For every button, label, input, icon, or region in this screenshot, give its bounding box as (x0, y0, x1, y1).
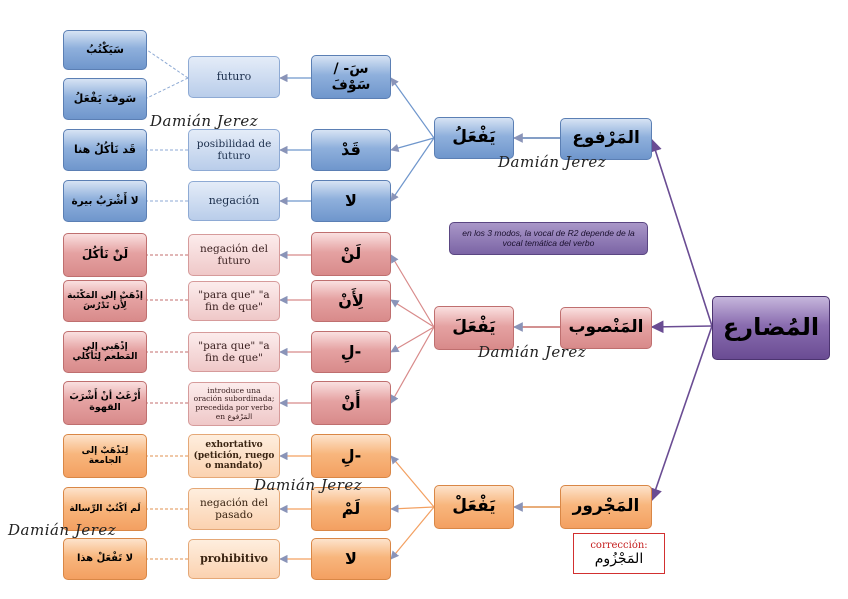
signature-5: Damián Jerez (8, 521, 117, 539)
meaning-negacion-futuro: negación del futuro (188, 234, 280, 276)
example-la-ashrabu: لا أَشْرَبُ بيرة (63, 180, 147, 222)
meaning-negacion-pasado: negación del pasado (188, 488, 280, 530)
verb-marfu: يَفْعَلُ (434, 117, 514, 159)
example-idhab-maktaba: إذْهَبْ إلى المَكْتَبة لِأَن تَدْرُسَ (63, 280, 147, 322)
particle-la-prohib: لا (311, 538, 391, 580)
correction-box (573, 533, 665, 574)
particle-li: لِ- (311, 331, 391, 373)
meaning-subordinada: introduce una oración subordinada; precedida por verbo en المَرْفوع (188, 382, 280, 426)
example-lam-aktub: لَم اَكْتُبْ الرِّسالة (63, 487, 147, 531)
correction-title: corrección: (590, 540, 648, 551)
signature-2: Damián Jerez (498, 153, 607, 171)
correction-value: المَجْزُوم (594, 551, 644, 567)
example-lan-nakula: لَنْ نَأكُلَ (63, 233, 147, 277)
meaning-posibilidad: posibilidad de futuro (188, 129, 280, 171)
verb-mansub: يَفْعَلَ (434, 306, 514, 350)
example-sawfa-yafalu: سَوفَ يَفْعَلُ (63, 78, 147, 120)
example-la-tafal: لا تَفْعَلْ هذا (63, 538, 147, 580)
root-mudari: المُضارع (712, 296, 830, 360)
note-box: en los 3 modos, la vocal de R2 depende de la vocal temática del verbo (449, 222, 648, 255)
particle-li-an: لِأَنْ (311, 280, 391, 322)
signature-1: Damián Jerez (150, 112, 259, 130)
particle-lam: لَمْ (311, 487, 391, 531)
particle-an: أَنْ (311, 381, 391, 425)
meaning-negacion: negación (188, 181, 280, 221)
meaning-prohibitivo: prohibitivo (188, 539, 280, 579)
example-idhabi-matam: إذْهَبي إلى المَطعم لِتَأكُلي (63, 331, 147, 373)
mood-marfu: المَرْفوع (560, 118, 652, 160)
example-qad-nakulu: قَد نَأكُلُ هنا (63, 129, 147, 171)
verb-majrur: يَفْعَلْ (434, 485, 514, 529)
particle-sa-sawfa: سَ- / سَوْفَ (311, 55, 391, 99)
meaning-para-que-1: "para que" "a fin de que" (188, 281, 280, 321)
meaning-futuro: futuro (188, 56, 280, 98)
meaning-exhortativo: exhortativo (petición, ruego o mandato) (188, 434, 280, 478)
example-sayaktubu: سَيَكْتُبُ (63, 30, 147, 70)
example-linadhab: لِنَذْهَبْ إلى الجامعة (63, 434, 147, 478)
mood-mansub: المَنْصوب (560, 307, 652, 349)
signature-3: Damián Jerez (478, 343, 587, 361)
meaning-para-que-2: "para que" "a fin de que" (188, 332, 280, 372)
particle-qad: قَدْ (311, 129, 391, 171)
particle-la: لا (311, 180, 391, 222)
example-arghabu: أَرْغَبُ أنْ أَشْرَبَ القهوة (63, 381, 147, 425)
particle-li-exhort: لِ- (311, 434, 391, 478)
mood-majrur: المَجْرور (560, 485, 652, 529)
particle-lan: لَنْ (311, 232, 391, 276)
signature-4: Damián Jerez (254, 476, 363, 494)
